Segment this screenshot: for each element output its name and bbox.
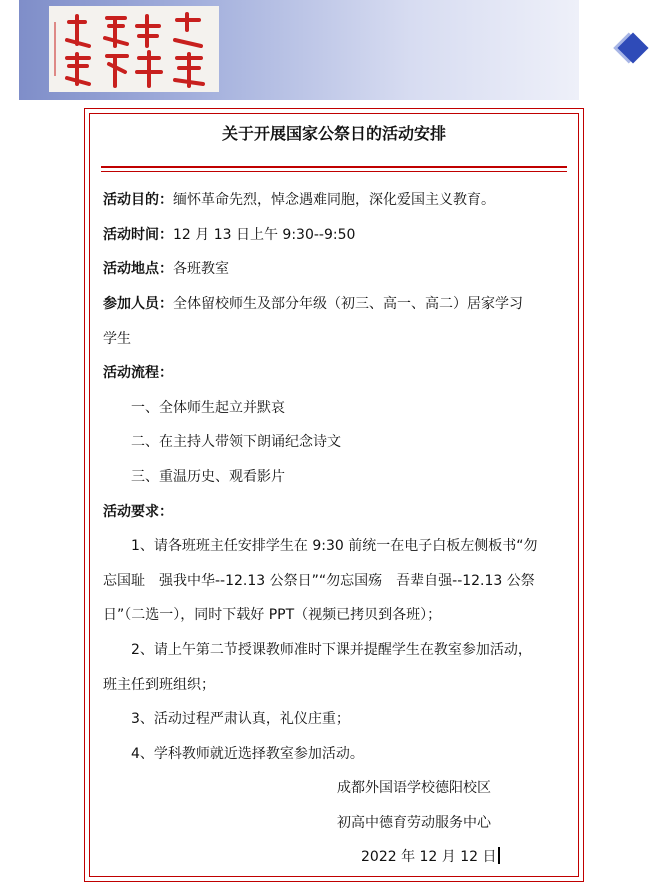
purpose-label: 活动目的： (103, 192, 173, 208)
participants-value: 全体留校师生及部分年级（初三、高一、高二）居家学习 (173, 296, 523, 312)
process-step: 三、重温历史、观看影片 (131, 469, 285, 485)
participants-line (103, 293, 523, 313)
purpose-value: 缅怀革命先烈，悼念遇难同胞，深化爱国主义教育。 (173, 192, 495, 208)
time-label: 活动时间： (103, 227, 173, 243)
purpose-line (103, 189, 495, 209)
requirement-2-line-1: 2、请上午第二节授课教师准时下课并提醒学生在教室参加活动， (131, 642, 532, 658)
requirement-4: 4、学科教师就近选择教室参加活动。 (131, 746, 364, 762)
signature-department: 初高中德育劳动服务中心 (337, 815, 491, 831)
process-label: 活动流程： (103, 365, 173, 381)
school-calligraphy-logo (49, 6, 219, 92)
requirement-1-line-2: 忘国耻 强我中华--12.13 公祭日”“勿忘国殇 吾辈自强--12.13 公祭 (103, 573, 535, 589)
document-title: 关于开展国家公祭日的活动安排 (221, 124, 446, 143)
diamond-icon (617, 32, 648, 63)
process-step: 一、全体师生起立并默哀 (131, 400, 285, 416)
place-value: 各班教室 (173, 261, 229, 277)
place-line (103, 258, 229, 278)
time-line (103, 224, 355, 244)
requirements-label: 活动要求： (103, 504, 173, 520)
title-rule-thick (101, 166, 567, 168)
notice-document (84, 108, 584, 882)
title-rule-thin (101, 171, 567, 172)
requirement-1-line-1: 1、请各班班主任安排学生在 9:30 前统一在电子白板左侧板书“勿 (131, 538, 538, 554)
requirement-3: 3、活动过程严肃认真，礼仪庄重； (131, 711, 350, 727)
text-cursor (498, 847, 500, 864)
process-step: 二、在主持人带领下朗诵纪念诗文 (131, 434, 341, 450)
requirement-2-line-2: 班主任到班组织； (103, 677, 215, 693)
signature-organization: 成都外国语学校德阳校区 (337, 780, 491, 796)
signature-date: 2022 年 12 月 12 日 (361, 849, 497, 865)
place-label: 活动地点： (103, 261, 173, 277)
time-value: 12 月 13 日上午 9:30--9:50 (173, 227, 356, 243)
participants-line-2: 学生 (103, 331, 131, 347)
participants-label: 参加人员： (103, 296, 173, 312)
signature-date-line[interactable] (361, 846, 500, 866)
header-banner (19, 0, 579, 100)
requirement-1-line-3: 日”（二选一），同时下载好 PPT（视频已拷贝到各班）； (103, 607, 442, 623)
